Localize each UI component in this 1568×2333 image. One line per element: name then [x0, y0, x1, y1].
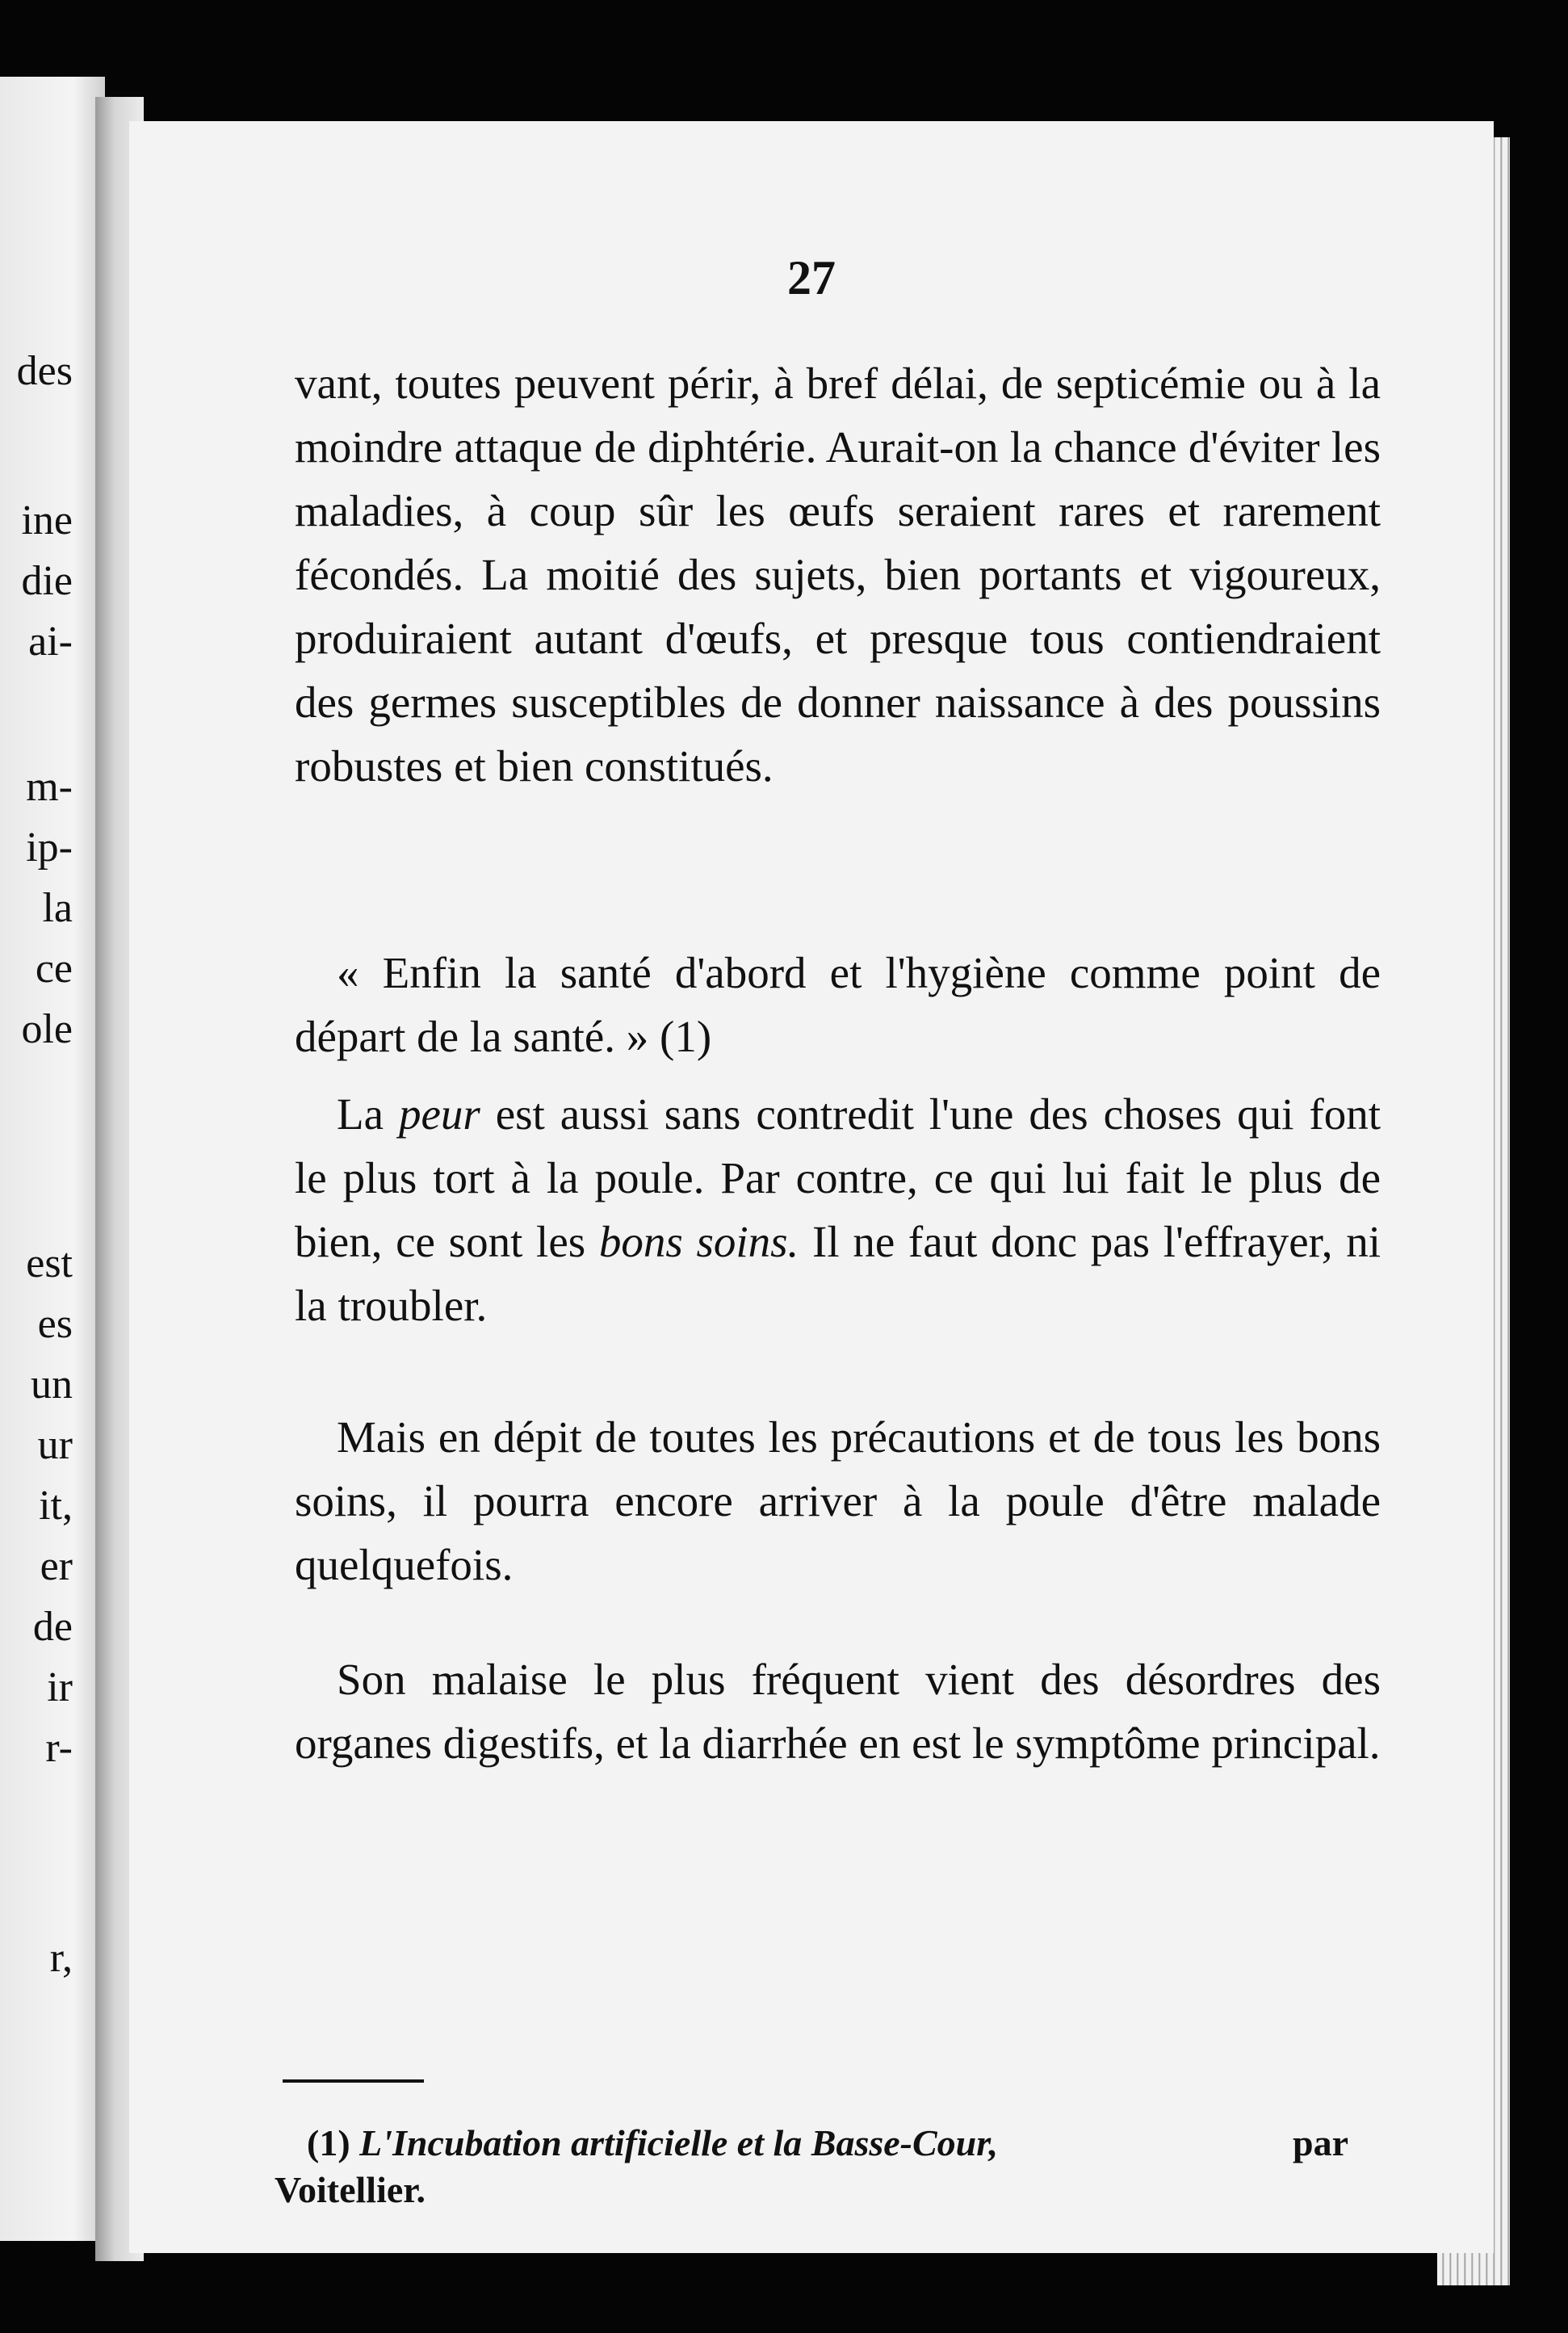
facing-page-fragment: ur — [37, 1422, 73, 1468]
facing-page-fragment: est — [26, 1240, 73, 1286]
footnote-author: Voitellier. — [275, 2169, 426, 2210]
footnote-marker: (1) — [307, 2122, 350, 2163]
paragraph-4 — [295, 1405, 1381, 1597]
paragraph-2 — [295, 941, 1381, 1068]
facing-page-fragment: m- — [26, 764, 73, 810]
facing-page-fragment: ir — [47, 1664, 73, 1710]
paragraph-3-text: est aussi sans contredit l'une des choses qui font le plus tort à la poule. Par contre, ce qui lui fait le plus de bien, ce sont les — [295, 1089, 1381, 1266]
paragraph-3 — [295, 1082, 1381, 1337]
facing-page-fragment: de — [32, 1604, 73, 1650]
facing-page-fragment: ole — [21, 1006, 73, 1052]
facing-page-fragment: it, — [39, 1483, 73, 1529]
facing-page-fragment: un — [31, 1362, 73, 1408]
page-number: 27 — [787, 251, 836, 304]
paragraph-4-text: Mais en dépit de toutes les précautions et de tous les bons soins, il pourra encore arriver à la poule d'être malade quelquefois. — [295, 1412, 1381, 1589]
footnote-rule — [283, 2079, 424, 2083]
facing-page-fragment: des — [16, 348, 73, 394]
paragraph-5-text: Son malaise le plus fréquent vient des désordres des organes digestifs, et la diarrhée en est le symptôme principal. — [295, 1655, 1381, 1768]
facing-page — [0, 77, 105, 2241]
paragraph-1: vant, toutes peuvent périr, à bref délai, de septicémie ou à la moindre attaque de diphtérie. Aurait-on la chance d'éviter les maladies, à coup sûr les œufs seraient rares et rarement fécondés. La moitié des sujets, bien portants et vigoureux, produiraient autant d'œufs, et presque tous contiendraient des germes susceptibles de donner naissance à des poussins robustes et bien constitués. — [295, 359, 1381, 791]
footnote-title: L'Incubation artificielle et la Basse-Cour, — [359, 2122, 999, 2163]
footnote — [275, 2120, 1348, 2213]
paragraph-3-text: Il ne faut donc pas l'effrayer, ni la troubler. — [295, 1217, 1381, 1330]
emphasis-bons-soins: bons soins. — [598, 1217, 799, 1266]
facing-page-fragment: r- — [45, 1725, 73, 1771]
facing-page-fragment: ai- — [28, 619, 73, 665]
emphasis-peur: peur — [398, 1089, 480, 1139]
book-page — [129, 121, 1494, 2253]
quote-text: « Enfin la santé d'abord et l'hygiène comme point de départ de la santé. » (1) — [295, 948, 1381, 1061]
facing-page-fragment: ine — [21, 497, 73, 543]
facing-page-fragment: die — [21, 558, 73, 604]
facing-page-fragment: ce — [35, 946, 73, 992]
facing-page-fragment: er — [40, 1543, 73, 1589]
facing-page-fragment: r, — [49, 1935, 73, 1981]
paragraph-3-text: La — [337, 1089, 399, 1139]
facing-page-fragment: es — [37, 1301, 73, 1347]
facing-page-fragment: ip- — [26, 825, 73, 871]
facing-page-fragment: la — [42, 885, 73, 931]
footnote-par: par — [1293, 2122, 1348, 2163]
paragraph-5 — [295, 1647, 1381, 1775]
